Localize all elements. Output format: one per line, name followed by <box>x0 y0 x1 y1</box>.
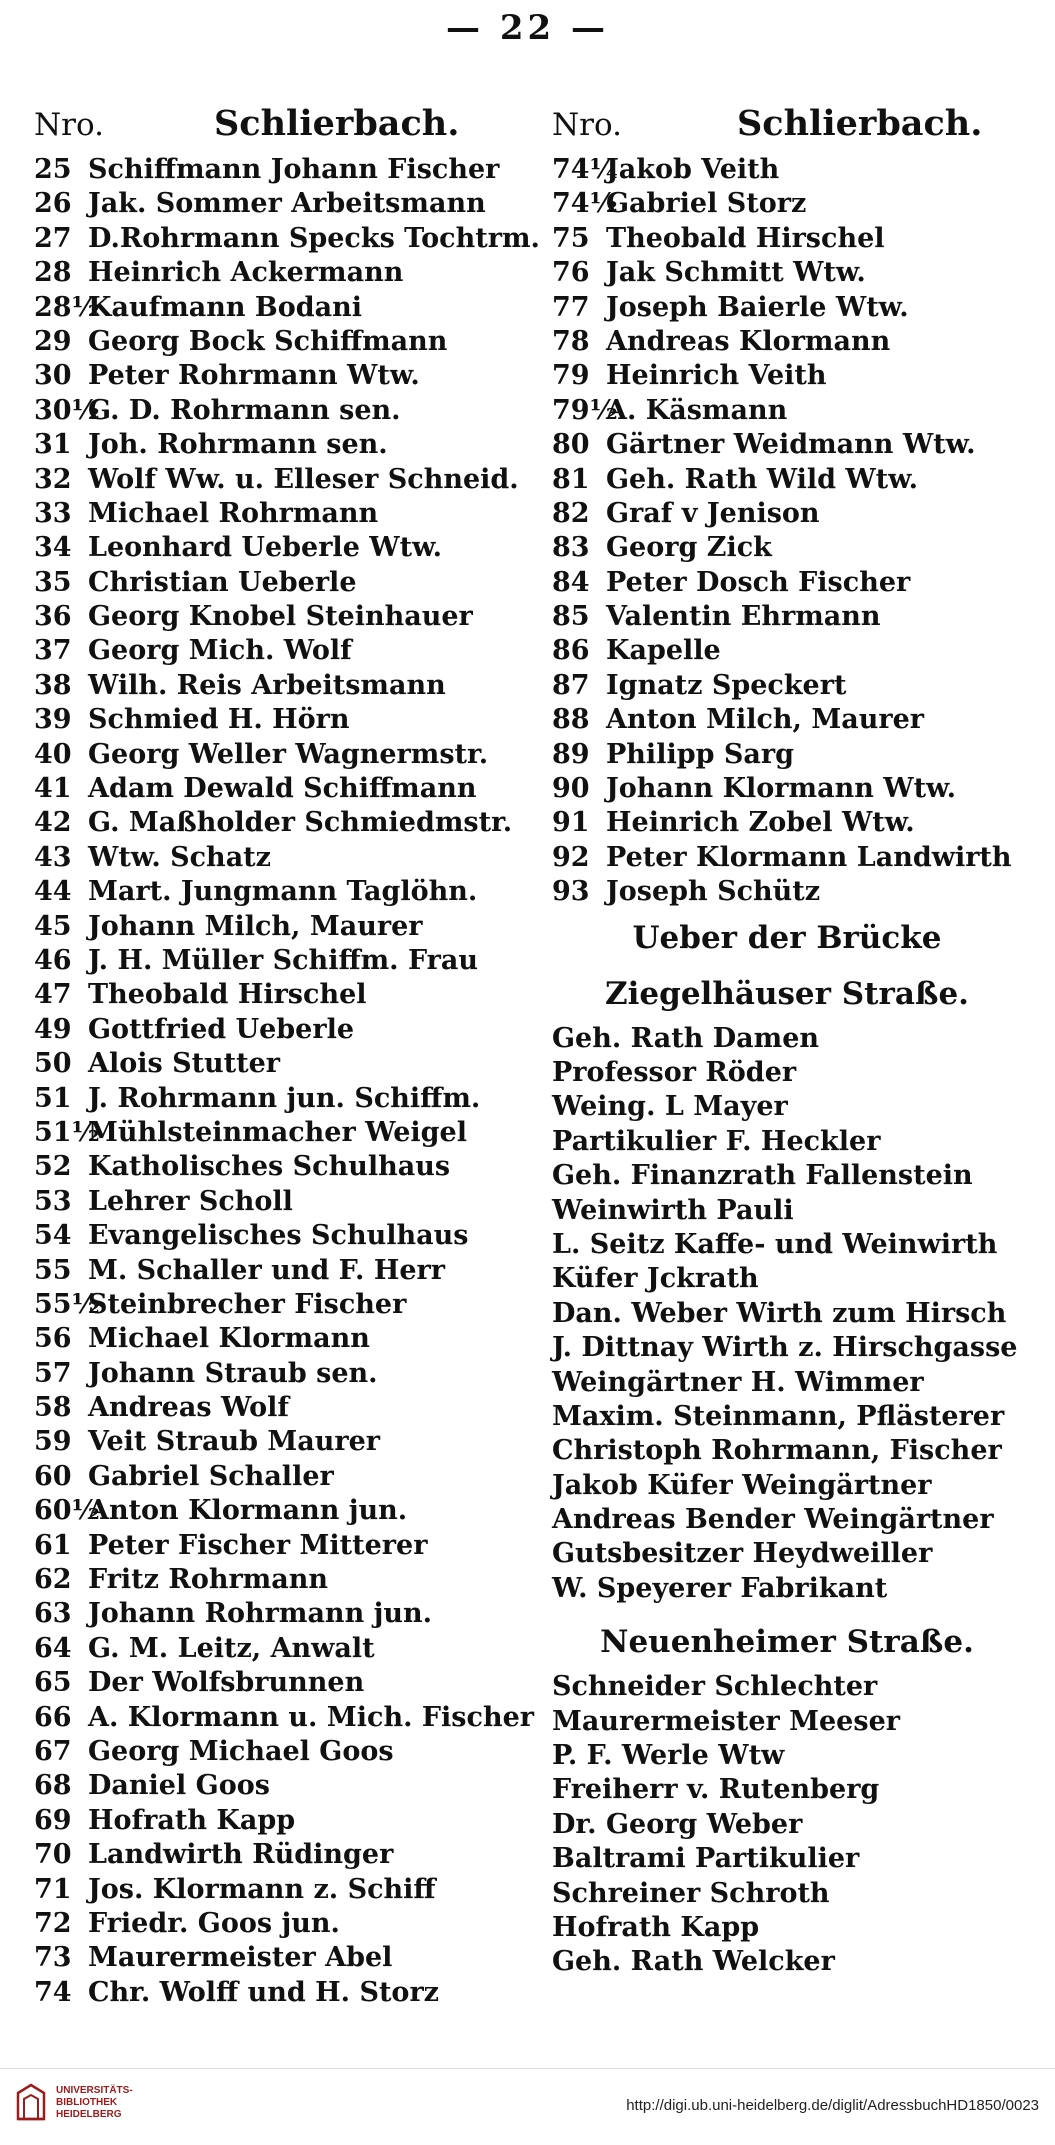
list-item <box>552 531 1022 565</box>
resident-name: Johann Klormann Wtw. <box>606 773 956 805</box>
resident-name: Lehrer Scholl <box>88 1185 293 1217</box>
list-item <box>34 875 534 909</box>
list-item: Freiherr v. Rutenberg <box>552 1774 880 1806</box>
house-number: 57 <box>34 1357 72 1389</box>
list-item <box>552 497 1022 531</box>
list-item <box>552 669 1022 703</box>
resident-name: Jak. Sommer Arbeitsmann <box>88 188 486 220</box>
nro-heading: Nro. <box>552 107 622 143</box>
resident-name: J. Rohrmann jun. Schiffm. <box>88 1082 481 1114</box>
house-number: 39 <box>34 704 72 736</box>
resident-name: Georg Bock Schiffmann <box>88 325 448 357</box>
resident-name: Heinrich Ackermann <box>88 257 404 289</box>
resident-name: Maurermeister Abel <box>88 1942 393 1974</box>
resident-name: Georg Zick <box>606 532 772 564</box>
resident-name: Valentin Ehrmann <box>606 601 881 633</box>
list-item <box>34 1701 534 1735</box>
list-item <box>34 325 534 359</box>
resident-name: Andreas Klormann <box>606 325 891 357</box>
list-item <box>552 841 1022 875</box>
house-number: 64 <box>34 1632 72 1664</box>
house-number: 67 <box>34 1735 72 1767</box>
resident-name: Daniel Goos <box>88 1770 270 1802</box>
list-item <box>552 566 1022 600</box>
left-entry-list <box>34 153 540 2010</box>
list-item: Partikulier F. Heckler <box>552 1125 881 1157</box>
house-number: 51 <box>34 1082 72 1114</box>
resident-name: A. Klormann u. Mich. Fischer <box>88 1701 534 1733</box>
page-number: — 22 — <box>446 8 609 48</box>
list-item: Dr. Georg Weber <box>552 1808 803 1840</box>
list-item <box>34 1219 534 1253</box>
resident-name: Hofrath Kapp <box>88 1804 296 1836</box>
house-number: 34 <box>34 532 72 564</box>
resident-name: A. Käsmann <box>606 394 788 426</box>
list-item <box>552 875 1022 909</box>
list-item <box>34 1597 534 1631</box>
resident-name: Johann Straub sen. <box>88 1357 378 1389</box>
resident-name: Wtw. Schatz <box>88 841 271 873</box>
list-item: L. Seitz Kaffe- und Weinwirth <box>552 1228 998 1260</box>
house-number: 40 <box>34 738 72 770</box>
house-number: 58 <box>34 1392 72 1424</box>
list-item <box>34 187 534 221</box>
house-number: 26 <box>34 188 72 220</box>
neuenheimer-entry-list <box>552 1670 1022 1980</box>
list-item <box>552 428 1022 462</box>
resident-name: Fritz Rohrmann <box>88 1564 329 1596</box>
house-number: 82 <box>552 497 590 529</box>
house-number: 72 <box>34 1907 72 1939</box>
resident-name: Peter Dosch Fischer <box>606 566 911 598</box>
resident-name: Der Wolfsbrunnen <box>88 1667 365 1699</box>
list-item <box>34 1873 534 1907</box>
house-number: 73 <box>34 1942 72 1974</box>
house-number: 51½ <box>34 1116 100 1148</box>
list-item <box>552 153 1022 187</box>
house-number: 55 <box>34 1254 72 1286</box>
resident-name: Schiffmann Johann Fischer <box>88 154 500 185</box>
house-number: 68 <box>34 1770 72 1802</box>
list-item: P. F. Werle Wtw <box>552 1740 785 1772</box>
house-number: 90 <box>552 773 590 805</box>
house-number: 74 <box>34 1976 72 2008</box>
list-item <box>34 222 540 256</box>
list-item <box>34 566 534 600</box>
house-number: 56 <box>34 1323 72 1355</box>
resident-name: Veit Straub Maurer <box>88 1426 381 1458</box>
house-number: 78 <box>552 325 590 357</box>
house-number: 32 <box>34 463 72 495</box>
list-item <box>34 772 534 806</box>
list-item <box>552 222 1022 256</box>
section-title-neuenheimer: Neuenheimer Straße. <box>600 1624 974 1661</box>
list-item <box>34 497 534 531</box>
library-seal-icon <box>14 2083 48 2123</box>
list-item: Weingärtner H. Wimmer <box>552 1366 924 1398</box>
list-item: Dan. Weber Wirth zum Hirsch <box>552 1297 1007 1329</box>
list-item <box>34 359 534 393</box>
list-item <box>34 600 534 634</box>
house-number: 45 <box>34 910 72 942</box>
list-item <box>552 806 1022 840</box>
resident-name: Katholisches Schulhaus <box>88 1151 451 1183</box>
list-item: Maurermeister Meeser <box>552 1705 900 1737</box>
house-number: 81 <box>552 463 590 495</box>
nro-heading: Nro. <box>34 107 104 143</box>
resident-name: Heinrich Veith <box>606 360 827 392</box>
resident-name: G. Maßholder Schmiedmstr. <box>88 807 513 839</box>
resident-name: Jak Schmitt Wtw. <box>606 257 866 289</box>
section-title-bridge: Ueber der Brücke <box>632 919 942 956</box>
house-number: 66 <box>34 1701 72 1733</box>
list-item <box>34 841 534 875</box>
list-item <box>34 1357 534 1391</box>
resident-name: Chr. Wolff und H. Storz <box>88 1976 439 2008</box>
house-number: 86 <box>552 635 590 667</box>
list-item <box>34 1563 534 1597</box>
resident-name: Georg Mich. Wolf <box>88 635 352 667</box>
resident-name: Philipp Sarg <box>606 738 794 770</box>
list-item <box>34 256 534 290</box>
list-item <box>552 463 1022 497</box>
list-item <box>34 1288 534 1322</box>
resident-name: Theobald Hirschel <box>88 979 367 1011</box>
list-item <box>552 703 1022 737</box>
resident-name: D.Rohrmann Specks Tochtrm. <box>88 222 540 254</box>
list-item <box>34 634 534 668</box>
resident-name: Georg Michael Goos <box>88 1735 394 1767</box>
resident-name: Jakob Veith <box>606 154 780 185</box>
house-number: 69 <box>34 1804 72 1836</box>
house-number: 46 <box>34 944 72 976</box>
house-number: 43 <box>34 841 72 873</box>
house-number: 38 <box>34 669 72 701</box>
place-heading: Schlierbach. <box>737 103 983 144</box>
house-number: 91 <box>552 807 590 839</box>
resident-name: M. Schaller und F. Herr <box>88 1254 445 1286</box>
house-number: 33 <box>34 497 72 529</box>
house-number: 50 <box>34 1048 72 1080</box>
list-item: Geh. Finanzrath Fallenstein <box>552 1160 973 1192</box>
house-number: 83 <box>552 532 590 564</box>
resident-name: Christian Ueberle <box>88 566 357 598</box>
left-column-header <box>34 103 534 153</box>
resident-name: Peter Rohrmann Wtw. <box>88 360 420 392</box>
resident-name: Alois Stutter <box>88 1048 281 1080</box>
house-number: 42 <box>34 807 72 839</box>
resident-name: Theobald Hirschel <box>606 222 885 254</box>
resident-name: G. D. Rohrmann sen. <box>88 394 401 426</box>
right-column <box>552 103 1022 1980</box>
resident-name: Joh. Rohrmann sen. <box>88 429 388 461</box>
house-number: 52 <box>34 1151 72 1183</box>
logo-line: HEIDELBERG <box>56 2109 122 2120</box>
list-item <box>34 1494 534 1528</box>
list-item: W. Speyerer Fabrikant <box>552 1572 888 1604</box>
logo-line: BIBLIOTHEK <box>56 2097 118 2108</box>
list-item <box>34 1150 534 1184</box>
resident-name: G. M. Leitz, Anwalt <box>88 1632 375 1664</box>
resident-name: Jos. Klormann z. Schiff <box>88 1873 436 1905</box>
house-number: 53 <box>34 1185 72 1217</box>
resident-name: Schmied H. Hörn <box>88 704 350 736</box>
list-item <box>34 944 534 978</box>
house-number: 70 <box>34 1839 72 1871</box>
resident-name: Kaufmann Bodani <box>88 291 363 323</box>
list-item <box>34 1838 534 1872</box>
list-item <box>34 703 534 737</box>
house-number: 75 <box>552 222 590 254</box>
list-item <box>34 978 534 1012</box>
list-item <box>34 394 534 428</box>
resident-name: Joseph Baierle Wtw. <box>606 291 909 323</box>
list-item <box>552 359 1022 393</box>
list-item <box>34 1254 534 1288</box>
list-item <box>34 806 534 840</box>
house-number: 36 <box>34 601 72 633</box>
house-number: 49 <box>34 1013 72 1045</box>
section-title-ziegelhaeuser: Ziegelhäuser Straße. <box>605 975 969 1012</box>
house-number: 87 <box>552 669 590 701</box>
list-item <box>34 153 534 187</box>
list-item <box>34 1666 534 1700</box>
resident-name: Anton Milch, Maurer <box>606 704 925 736</box>
house-number: 55½ <box>34 1288 100 1320</box>
house-number: 77 <box>552 291 590 323</box>
list-item <box>552 291 1022 325</box>
house-number: 30 <box>34 360 72 392</box>
resident-name: Mühlsteinmacher Weigel <box>88 1116 467 1148</box>
footer-bar <box>0 2068 1055 2145</box>
library-logo-text <box>56 2085 133 2121</box>
house-number: 71 <box>34 1873 72 1905</box>
list-item <box>552 634 1022 668</box>
house-number: 92 <box>552 841 590 873</box>
house-number: 80 <box>552 429 590 461</box>
list-item <box>552 325 1022 359</box>
list-item: Weing. L Mayer <box>552 1091 788 1123</box>
house-number: 85 <box>552 601 590 633</box>
list-item <box>34 1804 534 1838</box>
list-item <box>552 256 1022 290</box>
list-item <box>34 1941 534 1975</box>
house-number: 63 <box>34 1598 72 1630</box>
list-item: Andreas Bender Weingärtner <box>552 1504 994 1536</box>
house-number: 76 <box>552 257 590 289</box>
resident-name: Gottfried Ueberle <box>88 1013 355 1045</box>
list-item <box>34 738 534 772</box>
resident-name: Ignatz Speckert <box>606 669 847 701</box>
resident-name: Michael Rohrmann <box>88 497 379 529</box>
house-number: 30½ <box>34 394 100 426</box>
house-number: 79½ <box>552 394 618 426</box>
house-number: 54 <box>34 1220 72 1252</box>
list-item <box>34 1391 534 1425</box>
resident-name: Steinbrecher Fischer <box>88 1288 407 1320</box>
list-item <box>34 1735 534 1769</box>
house-number: 47 <box>34 979 72 1011</box>
house-number: 62 <box>34 1564 72 1596</box>
list-item: Geh. Rath Damen <box>552 1022 820 1054</box>
right-entry-list <box>552 153 1022 910</box>
logo-line: UNIVERSITÄTS- <box>56 2085 133 2096</box>
list-item <box>34 531 534 565</box>
resident-name: Friedr. Goos jun. <box>88 1907 340 1939</box>
house-number: 44 <box>34 876 72 908</box>
resident-name: Joseph Schütz <box>606 876 821 908</box>
house-number: 74½ <box>552 188 618 220</box>
house-number: 59 <box>34 1426 72 1458</box>
list-item <box>34 1632 534 1666</box>
list-item <box>34 1529 534 1563</box>
list-item: Geh. Rath Welcker <box>552 1946 835 1978</box>
house-number: 88 <box>552 704 590 736</box>
list-item <box>552 394 1022 428</box>
list-item <box>34 1116 534 1150</box>
house-number: 93 <box>552 876 590 908</box>
house-number: 35 <box>34 566 72 598</box>
list-item: Küfer Jckrath <box>552 1263 759 1295</box>
resident-name: Kapelle <box>606 635 721 667</box>
place-heading: Schlierbach. <box>214 103 460 144</box>
resident-name: Johann Milch, Maurer <box>88 910 423 942</box>
resident-name: Andreas Wolf <box>88 1392 289 1424</box>
resident-name: Johann Rohrmann jun. <box>88 1598 433 1630</box>
house-number: 74¼ <box>552 154 618 185</box>
house-number: 29 <box>34 325 72 357</box>
resident-name: Peter Klormann Landwirth <box>606 841 1012 873</box>
list-item <box>34 1460 534 1494</box>
list-item: Weinwirth Pauli <box>552 1194 794 1226</box>
list-item <box>34 1185 534 1219</box>
house-number: 65 <box>34 1667 72 1699</box>
list-item <box>34 1907 534 1941</box>
list-item <box>552 772 1022 806</box>
resident-name: Peter Fischer Mitterer <box>88 1529 428 1561</box>
list-item: Maxim. Steinmann, Pflästerer <box>552 1400 1005 1432</box>
house-number: 61 <box>34 1529 72 1561</box>
list-item <box>552 600 1022 634</box>
list-item: J. Dittnay Wirth z. Hirschgasse <box>552 1332 1018 1364</box>
resident-name: Landwirth Rüdinger <box>88 1839 394 1871</box>
house-number: 37 <box>34 635 72 667</box>
list-item <box>34 1082 534 1116</box>
resident-name: Georg Knobel Steinhauer <box>88 601 473 633</box>
list-item: Schreiner Schroth <box>552 1877 830 1909</box>
resident-name: Heinrich Zobel Wtw. <box>606 807 915 839</box>
list-item: Christoph Rohrmann, Fischer <box>552 1435 1002 1467</box>
house-number: 79 <box>552 360 590 392</box>
resident-name: Michael Klormann <box>88 1323 370 1355</box>
resident-name: Georg Weller Wagnermstr. <box>88 738 489 770</box>
list-item <box>34 291 534 325</box>
list-item: Professor Röder <box>552 1056 797 1088</box>
house-number: 28½ <box>34 291 100 323</box>
house-number: 28 <box>34 257 72 289</box>
list-item <box>34 910 534 944</box>
right-column-header <box>552 103 1022 153</box>
house-number: 31 <box>34 429 72 461</box>
resident-name: Mart. Jungmann Taglöhn. <box>88 876 478 908</box>
resident-name: Evangelisches Schulhaus <box>88 1220 469 1252</box>
list-item <box>34 1013 534 1047</box>
list-item: Jakob Küfer Weingärtner <box>552 1469 932 1501</box>
resident-name: Gärtner Weidmann Wtw. <box>606 429 976 461</box>
list-item <box>34 1769 534 1803</box>
house-number: 27 <box>34 222 72 254</box>
list-item <box>552 738 1022 772</box>
list-item <box>34 1047 534 1081</box>
house-number: 89 <box>552 738 590 770</box>
resident-name: Adam Dewald Schiffmann <box>88 773 477 805</box>
list-item: Schneider Schlechter <box>552 1671 878 1703</box>
list-item <box>34 463 534 497</box>
resident-name: Gabriel Storz <box>606 188 807 220</box>
house-number: 25 <box>34 154 72 185</box>
resident-name: Graf v Jenison <box>606 497 820 529</box>
resident-name: Wilh. Reis Arbeitsmann <box>88 669 446 701</box>
list-item: Gutsbesitzer Heydweiller <box>552 1538 933 1570</box>
resident-name: Geh. Rath Wild Wtw. <box>606 463 919 495</box>
list-item <box>34 669 534 703</box>
resident-name: J. H. Müller Schiffm. Frau <box>88 944 479 976</box>
list-item <box>34 1425 534 1459</box>
house-number: 84 <box>552 566 590 598</box>
list-item: Baltrami Partikulier <box>552 1843 860 1875</box>
list-item <box>34 1976 534 2010</box>
library-logo[interactable] <box>14 2083 133 2123</box>
house-number: 60 <box>34 1460 72 1492</box>
resident-name: Gabriel Schaller <box>88 1460 334 1492</box>
source-url-link[interactable]: http://digi.ub.uni-heidelberg.de/diglit/AdressbuchHD1850/0023 <box>626 2097 1039 2114</box>
resident-name: Wolf Ww. u. Elleser Schneid. <box>88 463 519 495</box>
resident-name: Leonhard Ueberle Wtw. <box>88 532 442 564</box>
ziegelhaeuser-entry-list <box>552 1022 1022 1607</box>
list-item <box>34 428 534 462</box>
house-number: 41 <box>34 773 72 805</box>
left-column <box>34 103 540 2010</box>
resident-name: Anton Klormann jun. <box>88 1495 408 1527</box>
house-number: 60½ <box>34 1495 100 1527</box>
list-item <box>552 187 1022 221</box>
list-item: Hofrath Kapp <box>552 1911 760 1943</box>
list-item <box>34 1322 534 1356</box>
